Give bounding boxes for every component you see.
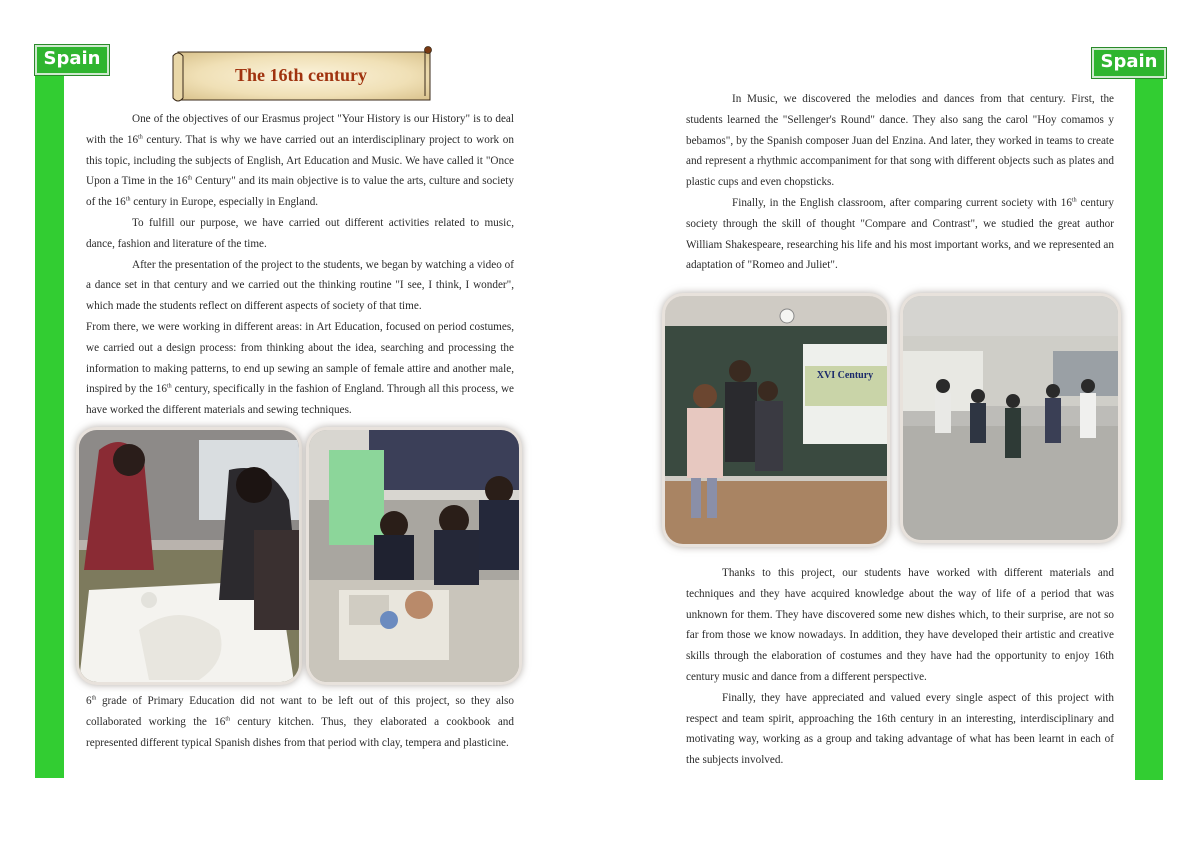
title-scroll	[170, 46, 432, 104]
left-column-top	[86, 109, 514, 421]
left-paragraph-1: One of the objectives of our Erasmus project "Your History is our History" is to deal with the 16th century. That is why we have carried out an interdisciplinary project to work on this topic, including the subjects of English, Art Education and Music. We have called it "Once Upon a Time in the 16th Century" and its main objective is to value the arts, culture and society of the 16th century in Europe, especially in England.	[86, 113, 514, 209]
right-green-bar	[1135, 74, 1163, 780]
left-green-bar	[35, 70, 64, 778]
right-paragraph-2: Finally, in the English classroom, after comparing current society with 16th century society through the skill of thought "Compare and Contrast", we studied the great author William Shakespeare, researching his life and his most important works, and we represented an adaptation of "Romeo and Juliet".	[686, 196, 1115, 272]
right-paragraph-3: Thanks to this project, our students have worked with different materials and techniques and they have acquired knowledge about the way of life of a period that was unknown for them. They have discovered some new dishes which, to their surprise, are not so far from those we know nowadays. In addition, they have developed their artistic and creative skills through the elaboration of costumes and they have had the opportunity to enjoy 16th century music and dance from a different perspective.	[686, 567, 1114, 683]
left-paragraph-4: From there, we were working in different areas: in Art Education, focused on period costumes, we carried out a design process: from thinking about the idea, searching and processing the information to making patterns, to end up sewing an sample of female attire and another male, inspired by the 16th century, specifically in the fashion of England. Through all this process, we have worked the different materials and sewing techniques.	[86, 320, 514, 417]
right-paragraph-4: Finally, they have appreciated and valued every single aspect of this project with respect and team spirit, approaching the 16th century in an interesting, interdisciplinary and motivating way, working as a group and taking advantage of what has been learnt in each of the subjects involved.	[686, 691, 1114, 767]
right-column-top	[686, 89, 1114, 276]
page-title: The 16th century	[235, 64, 367, 85]
right-paragraph-1: In Music, we discovered the melodies and dances from that century. First, the students learned the "Sellenger's Round" dance. They also sang the carol "Hoy comamos y bebamos", by the Spanish composer Juan del Enzina. And later, they worked in teams to create and represent a rhythmic accompaniment for that song with different objects such as plates and plastic cups and even chopsticks.	[686, 93, 1114, 189]
photo-dance-hall	[903, 296, 1118, 540]
right-spain-badge: Spain	[1092, 48, 1166, 78]
right-column-bottom	[686, 563, 1114, 771]
photo-english-classroom	[665, 296, 887, 544]
left-paragraph-5: 6th grade of Primary Education did not want to be left out of this project, so they also collaborated working the 16th century kitchen. Thus, they elaborated a cookbook and represented different typical Spanish dishes from that period with clay, tempera and plasticine.	[86, 695, 514, 749]
left-paragraph-2: To fulfill our purpose, we have carried out different activities related to music, dance, fashion and literature of the time.	[86, 216, 514, 250]
left-spain-badge: Spain	[35, 45, 109, 75]
photo-sewing-costumes	[79, 430, 299, 682]
left-column-bottom	[86, 691, 514, 753]
photo-clay-kitchen	[309, 430, 519, 682]
left-paragraph-3: After the presentation of the project to the students, we began by watching a video of a dance set in that century and we carried out the thinking routine "I see, I think, I wonder", which made the students reflect on different aspects of society of that time.	[86, 258, 514, 313]
projector-screen-text: XVI Century	[816, 370, 874, 381]
